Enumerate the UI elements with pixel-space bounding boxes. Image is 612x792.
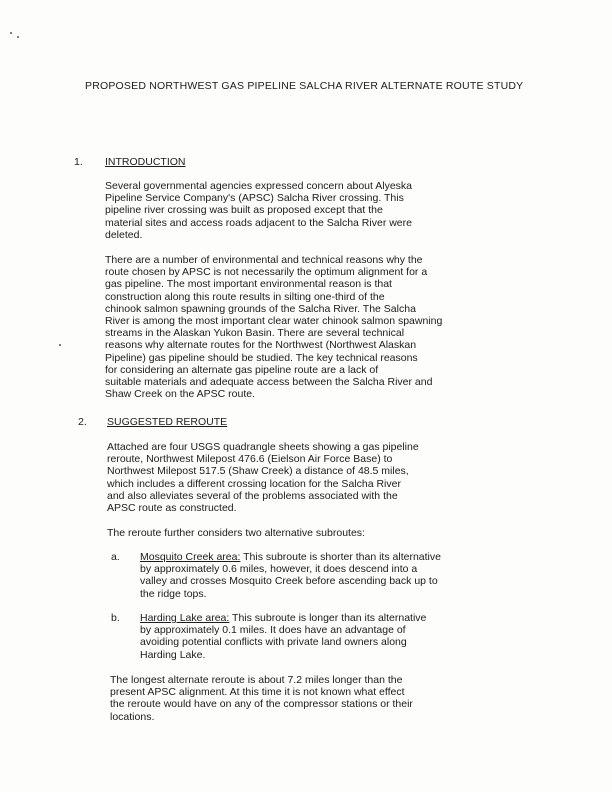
scan-speck xyxy=(59,344,61,346)
section-number: 2. xyxy=(78,416,87,428)
paragraph: There are a number of environmental and technical reasons why the route chosen by APSC is not necessarily the optimum alignment for a gas pipeline. The most important environmental reason is that construction along this route results in silting one-third of the chinook salmon spawning grounds of the Salcha River. The Salcha River is among the most important clear water chinook salmon spawning streams in the Alaskan Yukon Basin. There are several technical reasons why alternate routes for the Northwest (Northwest Alaskan Pipeline) gas pipeline should be studied. The key technical reasons for considering an alternate gas pipeline route are a lack of suitable materials and adequate access between the Salcha River and Shaw Creek on the APSC route. xyxy=(105,254,443,401)
list-item xyxy=(140,612,426,661)
list-item-text: This subroute is longer than its alternative by approximately 0.1 miles. It does have an advantage of avoiding potential conflicts with private land owners along Harding Lake. xyxy=(140,612,427,661)
list-item-letter: a. xyxy=(111,551,120,563)
paragraph: Several governmental agencies expressed concern about Alyeska Pipeline Service Company's (APSC) Salcha River crossing. This pipeline river crossing was built as proposed except that the material sites and access roads adjacent to the Salcha River were deleted. xyxy=(105,180,413,241)
section-heading: INTRODUCTION xyxy=(105,156,186,168)
list-item xyxy=(140,551,441,600)
section-number: 1. xyxy=(74,156,83,168)
document-title: PROPOSED NORTHWEST GAS PIPELINE SALCHA RIVER ALTERNATE ROUTE STUDY xyxy=(85,80,524,92)
list-item-letter: b. xyxy=(111,612,120,624)
list-item-label: Harding Lake area: xyxy=(140,612,230,624)
paragraph: Attached are four USGS quadrangle sheets showing a gas pipeline reroute, Northwest Milepost 476.6 (Eielson Air Force Base) to Northwest Milepost 517.5 (Shaw Creek) a distance of 48.5 miles, which includes a different crossing location for the Salcha River and also alleviates several of the problems associated with the APSC route as constructed. xyxy=(107,441,419,515)
list-item-label: Mosquito Creek area: xyxy=(140,551,241,563)
scan-speck xyxy=(10,32,12,34)
list-item-text: This subroute is shorter than its alternative by approximately 0.6 miles, however, it does descend into a valley and crosses Mosquito Creek before ascending back up to the ridge tops. xyxy=(140,551,441,600)
section-heading: SUGGESTED REROUTE xyxy=(107,416,228,428)
paragraph: The reroute further considers two alternative subroutes: xyxy=(107,527,365,539)
paragraph: The longest alternate reroute is about 7.2 miles longer than the present APSC alignment. At this time it is not known what effect the reroute would have on any of the compressor stations or their locations. xyxy=(110,674,413,723)
scan-speck xyxy=(17,36,19,38)
